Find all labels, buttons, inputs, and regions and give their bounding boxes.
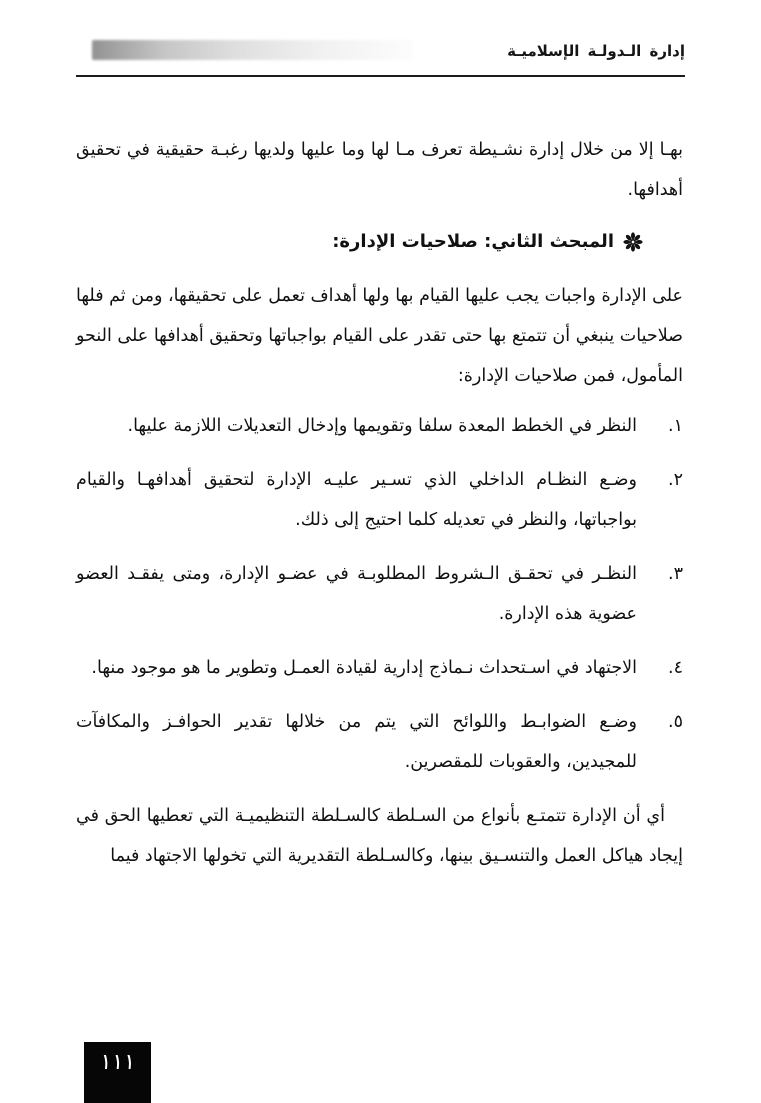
section-heading (76, 222, 643, 262)
list-item (76, 554, 683, 634)
list-item (76, 702, 683, 782)
list-text: النظـر في تحقـق الـشروط المطلوبـة في عضـو الإدارة، ومتى يفقـد العضو عضوية هذه الإدارة. (76, 564, 637, 624)
list-text: النظر في الخطط المعدة سلفا وتقويمها وإدخال التعديلات اللازمة عليها. (127, 416, 637, 436)
scan-smudge-artifact (92, 40, 414, 60)
list-number: ٥. (668, 712, 683, 732)
body-paragraph: على الإدارة واجبات يجب عليها القيام بها ولها أهداف تعمل على تحقيقها، ومن ثم فلها صلاحيات ينبغي أن تتمتع بها حتى تقدر على القيام بواجباتها وتحقيق أهدافها على النحو المأمول، فمن صلاحيات الإدارة: (76, 286, 683, 386)
numbered-list (76, 406, 683, 782)
list-item (76, 460, 683, 540)
page-number: ١١١ (98, 1050, 137, 1075)
list-number: ١. (668, 416, 683, 436)
flower-rosette-icon (623, 232, 643, 252)
section-heading-text: المبحث الثاني: صلاحيات الإدارة: (332, 231, 614, 252)
page-number-box (84, 1042, 151, 1103)
intro-paragraph: بهـا إلا من خلال إدارة نشـيطة تعرف مـا لها وما عليها ولديها رغبـة حقيقية في تحقيق أهدافها. (76, 140, 683, 200)
list-text: الاجتهاد في اسـتحداث نـماذج إدارية لقيادة العمـل وتطوير ما هو موجود منها. (91, 658, 637, 678)
list-text: وضـع الضوابـط واللوائح التي يتم من خلالها تقدير الحوافـز والمكافآت للمجيدين، والعقوبات للمقصرين. (76, 712, 637, 772)
page-content (76, 130, 683, 876)
list-item (76, 648, 683, 688)
list-text: وضـع النظـام الداخلي الذي تسـير عليـه الإدارة لتحقيق أهدافهـا والقيام بواجباتها، والنظر في تعديله كلما احتيج إلى ذلك. (76, 470, 637, 530)
closing-paragraph: أي أن الإدارة تتمتـع بأنواع من السـلطة كالسـلطة التنظيميـة التي تعطيها الحق في إيجاد هياكل العمل والتنسـيق بينها، وكالسـلطة التقديرية التي تخولها الاجتهاد فيما (76, 806, 683, 866)
list-item (76, 406, 683, 446)
list-number: ٢. (668, 470, 683, 490)
list-number: ٤. (668, 658, 683, 678)
book-title: إدارة الـدولـة الإسلاميـة (507, 42, 685, 60)
list-number: ٣. (668, 564, 683, 584)
header-divider (76, 75, 685, 77)
